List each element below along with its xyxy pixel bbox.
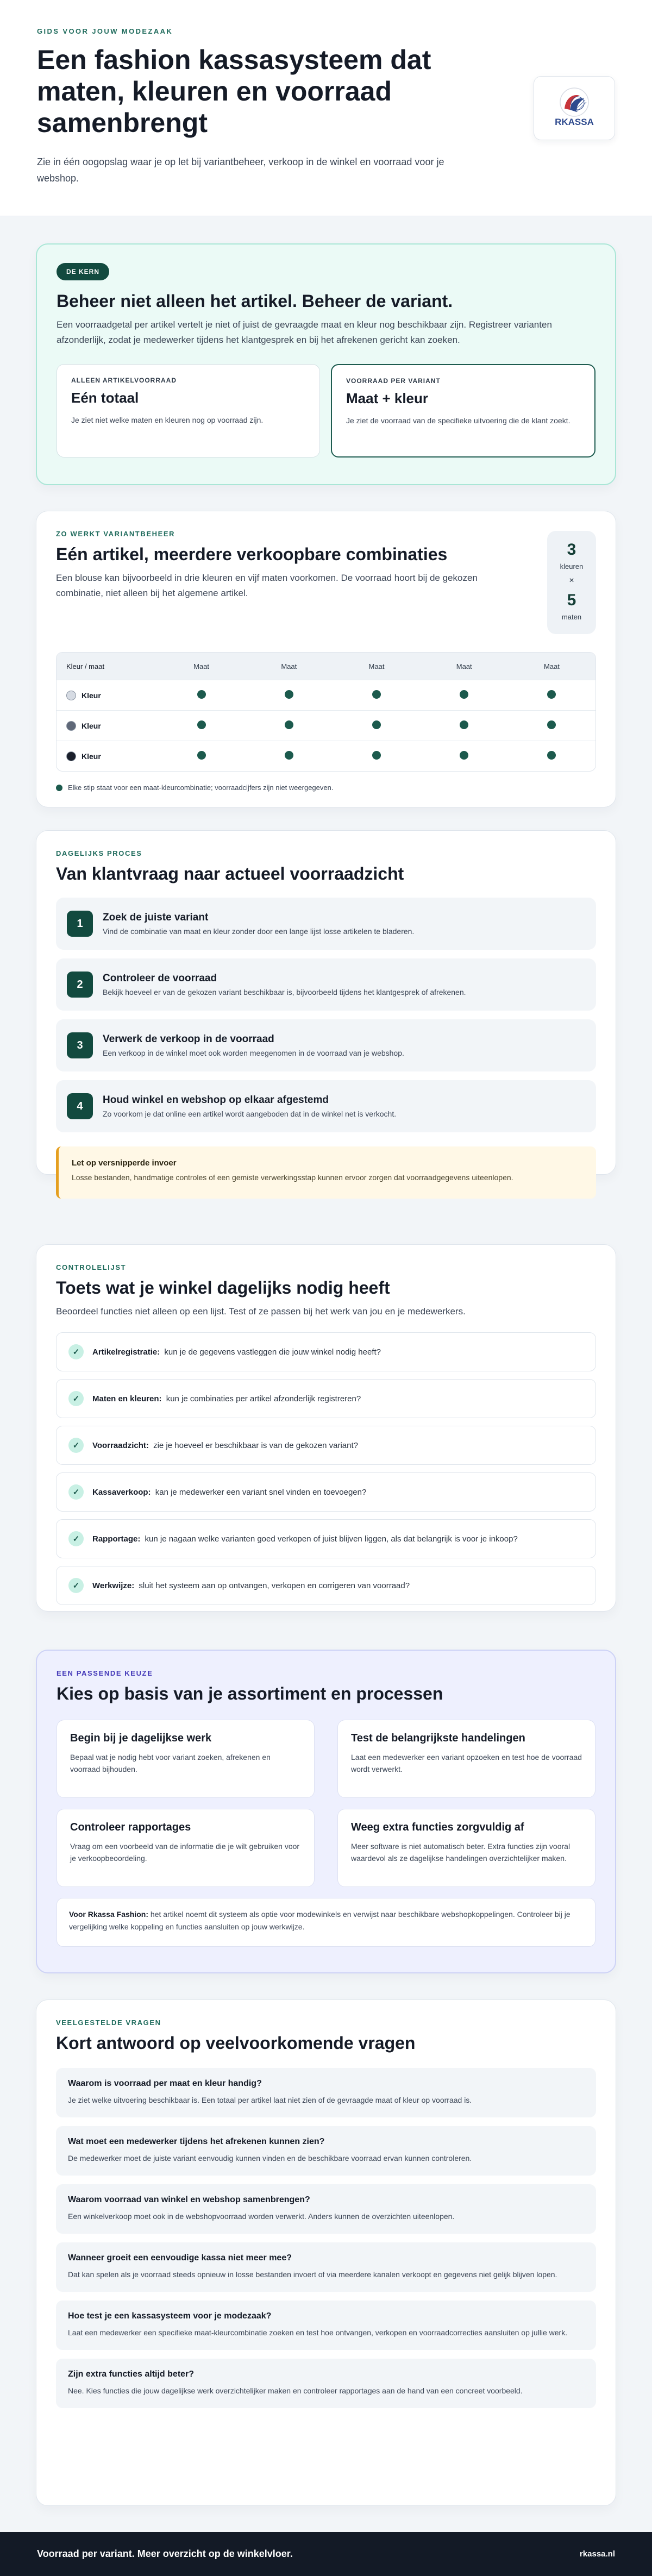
variant-dot	[547, 751, 556, 760]
box-title: Weeg extra functies zorgvuldig af	[351, 1821, 524, 1833]
faq-question: Zijn extra functies altijd beter?	[68, 2370, 195, 2379]
variant-title: Eén artikel, meerdere verkoopbare combinaties	[56, 544, 448, 564]
step-desc: Een verkoop in de winkel moet ook worden meegenomen in de voorraad van je webshop.	[103, 1049, 404, 1057]
step-number: 2	[67, 972, 93, 998]
checklist-title: Toets wat je winkel dagelijks nodig heeft	[56, 1278, 390, 1298]
variant-dot	[197, 751, 206, 760]
rkassa-logo	[534, 76, 615, 140]
faq-answer: De medewerker moet de juiste variant eenvoudig kunnen vinden en de beschikbare voorraad ervan kunnen controleren.	[68, 2154, 472, 2163]
faq-answer: Een winkelverkoop moet ook in de webshopvoorraad worden verwerkt. Anders kunnen de overzichten uiteenlopen.	[68, 2212, 455, 2221]
grid-row-label	[57, 751, 158, 761]
grid-row-color-2	[57, 710, 595, 741]
check-icon: ✓	[68, 1484, 84, 1500]
note-text: het artikel noemt dit systeem als optie voor modewinkels en verwijst naar beschikbare webshopkoppelingen. Controleer bij je vergelijking welke koppeling en functies aansluiten op jouw werkwijze.	[69, 1910, 570, 1931]
header-eyebrow: GIDS VOOR JOUW MODEZAAK	[37, 27, 173, 35]
counter-sizes-label: maten	[561, 613, 582, 621]
faq-question: Hoe test je een kassasysteem voor je modezaak?	[68, 2311, 272, 2321]
choice-eyebrow: EEN PASSENDE KEUZE	[57, 1669, 153, 1677]
process-eyebrow: DAGELIJKS PROCES	[56, 849, 142, 857]
process-step	[56, 958, 596, 1011]
faq-eyebrow: VEELGESTELDE VRAGEN	[56, 2019, 161, 2027]
checklist-item	[56, 1472, 596, 1512]
kern-text: Een voorraadgetal per artikel vertelt je niet of juist de gevraagde maat en kleur nog beschikbaar zijn. Registreer varianten afzonderlijk, zodat je medewerker tijdens het klantgesprek en bij het afrekenen gericht kan zoeken.	[57, 319, 552, 345]
variant-dot	[460, 720, 468, 729]
faq-item	[56, 2068, 596, 2117]
variant-dot	[285, 690, 293, 699]
variant-dot	[460, 751, 468, 760]
choice-box	[57, 1809, 315, 1887]
box-desc: Meer software is niet automatisch beter. Extra functies zijn vooral waardevol als ze dagelijkse handelingen overzichtelijker maken.	[351, 1842, 570, 1863]
variant-dot	[372, 751, 381, 760]
choice-boxes	[57, 1720, 595, 1887]
grid-header-row	[57, 653, 595, 680]
item-text: kan je medewerker een variant snel vinden en toevoegen?	[155, 1487, 367, 1497]
check-icon: ✓	[68, 1578, 84, 1593]
color-label: Kleur	[82, 721, 101, 730]
variant-dot	[547, 690, 556, 699]
kern-title: Beheer niet alleen het artikel. Beheer de variant.	[57, 291, 453, 311]
step-desc: Bekijk hoeveel er van de gekozen variant beschikbaar is, bijvoorbeeld tijdens het klantgesprek of afrekenen.	[103, 988, 466, 996]
faq-answer: Je ziet welke uitvoering beschikbaar is. Een totaal per artikel laat niet zien of de gevraagde maat of kleur op voorraad is.	[68, 2096, 472, 2104]
item-key: Werkwijze:	[92, 1581, 135, 1590]
color-label: Kleur	[82, 691, 101, 700]
page-title: Een fashion kassasysteem dat maten, kleuren en voorraad samenbrengt	[37, 45, 431, 138]
variant-dot	[372, 690, 381, 699]
grid-legend	[56, 784, 596, 792]
faq-answer: Laat een medewerker een specifieke maat-kleurcombinatie zoeken en test hoe ontvangen, verkopen en voorraadcorrecties aansluiten op jullie werk.	[68, 2328, 568, 2337]
choice-box	[337, 1809, 595, 1887]
check-icon: ✓	[68, 1344, 84, 1359]
item-key: Kassaverkoop:	[92, 1487, 151, 1497]
variant-text: Een blouse kan bijvoorbeeld in drie kleuren en vijf maten voorkomen. De voorraad hoort bij de gekozen combinatie, niet alleen bij het algemene artikel.	[56, 573, 478, 598]
process-title: Van klantvraag naar actueel voorraadzicht	[56, 864, 404, 883]
warning-text: Losse bestanden, handmatige controles of een gemiste verwerkingsstap kunnen ervoor zorgen dat voorraadgegevens uiteenlopen.	[72, 1173, 513, 1182]
faq-question: Wat moet een medewerker tijdens het afrekenen kunnen zien?	[68, 2137, 325, 2146]
step-desc: Zo voorkom je dat online een artikel wordt aangeboden dat in de winkel net is verkocht.	[103, 1110, 397, 1118]
checklist-eyebrow: CONTROLELIJST	[56, 1263, 127, 1271]
faq-list	[56, 2068, 596, 2408]
rkassa-logo-mark	[548, 85, 600, 131]
legend-dot	[56, 785, 62, 791]
warning-callout	[56, 1146, 596, 1199]
grid-col-size: Maat	[193, 662, 210, 670]
faq-item	[56, 2242, 596, 2292]
grid-corner: Kleur / maat	[66, 662, 105, 670]
check-icon: ✓	[68, 1391, 84, 1406]
grid-row-label	[57, 721, 158, 731]
warning-title: Let op versnipperde invoer	[72, 1158, 177, 1168]
variant-dot	[197, 690, 206, 699]
option-desc: Je ziet niet welke maten en kleuren nog op voorraad zijn.	[71, 416, 264, 424]
rkassa-note	[57, 1898, 595, 1947]
variant-dot	[547, 720, 556, 729]
process-step	[56, 898, 596, 950]
step-desc: Vind de combinatie van maat en kleur zonder door een lange lijst losse artikelen te bladeren.	[103, 927, 415, 936]
logo-wordmark: RKASSA	[555, 117, 594, 127]
process-steps	[56, 898, 596, 1132]
item-text: zie je hoeveel er beschikbaar is van de gekozen variant?	[153, 1440, 358, 1450]
choice-box	[337, 1720, 595, 1798]
grid-row-color-1	[57, 680, 595, 710]
faq-item	[56, 2359, 596, 2408]
grid-row-color-3	[57, 741, 595, 771]
grid-col-size: Maat	[456, 662, 472, 670]
kern-pill: DE KERN	[57, 263, 109, 280]
counter-sizes-number: 5	[567, 591, 576, 609]
item-text: kun je combinaties per artikel afzonderlijk registreren?	[166, 1394, 361, 1403]
box-title: Test de belangrijkste handelingen	[351, 1732, 525, 1744]
faq-title: Kort antwoord op veelvoorkomende vragen	[56, 2033, 416, 2053]
grid-col-size: Maat	[368, 662, 385, 670]
process-section	[36, 830, 616, 1182]
item-text: sluit het systeem aan op ontvangen, verkopen en corrigeren van voorraad?	[139, 1581, 410, 1590]
item-key: Artikelregistratie:	[92, 1347, 160, 1357]
box-desc: Bepaal wat je nodig hebt voor variant zoeken, afrekenen en voorraad bijhouden.	[70, 1753, 271, 1773]
check-icon: ✓	[68, 1531, 84, 1546]
item-text: kun je nagaan welke varianten goed verkopen of juist blijven liggen, als dat belangrijk is voor je inkoop?	[145, 1534, 518, 1544]
variant-dot	[197, 720, 206, 729]
choice-box	[57, 1720, 315, 1798]
page-footer	[0, 2532, 652, 2576]
item-key: Maten en kleuren:	[92, 1394, 162, 1403]
option-label: ALLEEN ARTIKELVOORRAAD	[71, 377, 177, 384]
option-article-stock	[57, 364, 320, 457]
checklist-item	[56, 1519, 596, 1558]
variant-dot	[285, 751, 293, 760]
faq-answer: Nee. Kies functies die jouw dagelijkse werk overzichtelijker maken en controleer rapportages aan de hand van een concreet voorbeeld.	[68, 2386, 523, 2395]
variant-dot	[372, 720, 381, 729]
checklist-item	[56, 1566, 596, 1605]
legend-text: Elke stip staat voor een maat-kleurcombinatie; voorraadcijfers zijn niet weergegeven.	[68, 784, 334, 792]
color-swatch-dark	[66, 751, 76, 761]
counter-colors-number: 3	[567, 541, 576, 559]
option-variant-stock	[331, 364, 595, 457]
process-step	[56, 1080, 596, 1132]
grid-col-size: Maat	[543, 662, 560, 670]
checklist-section	[36, 1244, 616, 1612]
box-desc: Laat een medewerker een variant opzoeken en test hoe de voorraad wordt verwerkt.	[351, 1753, 582, 1773]
grid-row-label	[57, 691, 158, 700]
color-swatch-light	[66, 691, 76, 700]
checklist-items	[56, 1332, 596, 1605]
variant-grid	[56, 652, 596, 772]
step-title: Houd winkel en webshop op elkaar afgestemd	[103, 1094, 329, 1106]
option-title: Eén totaal	[71, 390, 139, 406]
step-number: 4	[67, 1093, 93, 1119]
footer-tagline: Voorraad per variant. Meer overzicht op de winkelvloer.	[37, 2548, 293, 2559]
option-desc: Je ziet de voorraad van de specifieke uitvoering die de klant zoekt.	[346, 416, 570, 425]
faq-item	[56, 2301, 596, 2350]
checklist-item	[56, 1332, 596, 1371]
checklist-intro: Beoordeel functies niet alleen op een lijst. Test of ze passen bij het werk van jou en je medewerkers.	[56, 1306, 466, 1317]
step-title: Controleer de voorraad	[103, 973, 217, 984]
grid-col-size: Maat	[281, 662, 297, 670]
choice-section	[36, 1650, 616, 1973]
item-key: Voorraadzicht:	[92, 1440, 149, 1450]
box-desc: Vraag om een voorbeeld van de informatie die je wilt gebruiken voor je verkoopbeoordeling.	[70, 1842, 300, 1863]
check-icon: ✓	[68, 1438, 84, 1453]
checklist-item	[56, 1426, 596, 1465]
note-key: Voor Rkassa Fashion:	[69, 1910, 149, 1919]
variant-dot	[460, 690, 468, 699]
faq-question: Waarom voorraad van winkel en webshop samenbrengen?	[68, 2195, 310, 2204]
faq-question: Wanneer groeit een eenvoudige kassa niet meer mee?	[68, 2253, 292, 2262]
color-label: Kleur	[82, 751, 101, 761]
variant-eyebrow: ZO WERKT VARIANTBEHEER	[56, 530, 175, 538]
variant-section	[36, 511, 616, 807]
faq-question: Waarom is voorraad per maat en kleur handig?	[68, 2079, 262, 2088]
item-text: kun je de gegevens vastleggen die jouw winkel nodig heeft?	[164, 1347, 381, 1357]
variant-dot	[285, 720, 293, 729]
footer-link[interactable]: rkassa.nl	[579, 2549, 615, 2559]
step-number: 3	[67, 1032, 93, 1058]
page-lead: Zie in één oogopslag waar je op let bij variantbeheer, verkoop in de winkel en voorraad voor je webshop.	[37, 156, 444, 184]
step-title: Zoek de juiste variant	[103, 912, 209, 923]
step-title: Verwerk de verkoop in de voorraad	[103, 1033, 274, 1045]
color-swatch-grey	[66, 721, 76, 731]
box-title: Begin bij je dagelijkse werk	[70, 1732, 212, 1744]
step-number: 1	[67, 911, 93, 937]
option-title: Maat + kleur	[346, 390, 429, 406]
option-label: VOORRAAD PER VARIANT	[346, 377, 441, 385]
choice-title: Kies op basis van je assortiment en processen	[57, 1684, 443, 1703]
counter-colors-label: kleuren	[560, 562, 584, 571]
combination-counter	[547, 531, 596, 634]
box-title: Controleer rapportages	[70, 1821, 191, 1833]
counter-times: ×	[569, 576, 574, 585]
faq-answer: Dat kan spelen als je voorraad steeds opnieuw in losse bestanden invoert of via meerdere kanalen verkoopt en gegevens niet gelijk blijven lopen.	[68, 2270, 557, 2279]
item-key: Rapportage:	[92, 1534, 141, 1544]
checklist-item	[56, 1379, 596, 1418]
kern-section	[36, 243, 616, 485]
page-header	[0, 0, 652, 216]
kern-options	[57, 364, 595, 457]
faq-item	[56, 2184, 596, 2234]
faq-section	[36, 2000, 616, 2506]
process-step	[56, 1019, 596, 1071]
faq-item	[56, 2126, 596, 2176]
